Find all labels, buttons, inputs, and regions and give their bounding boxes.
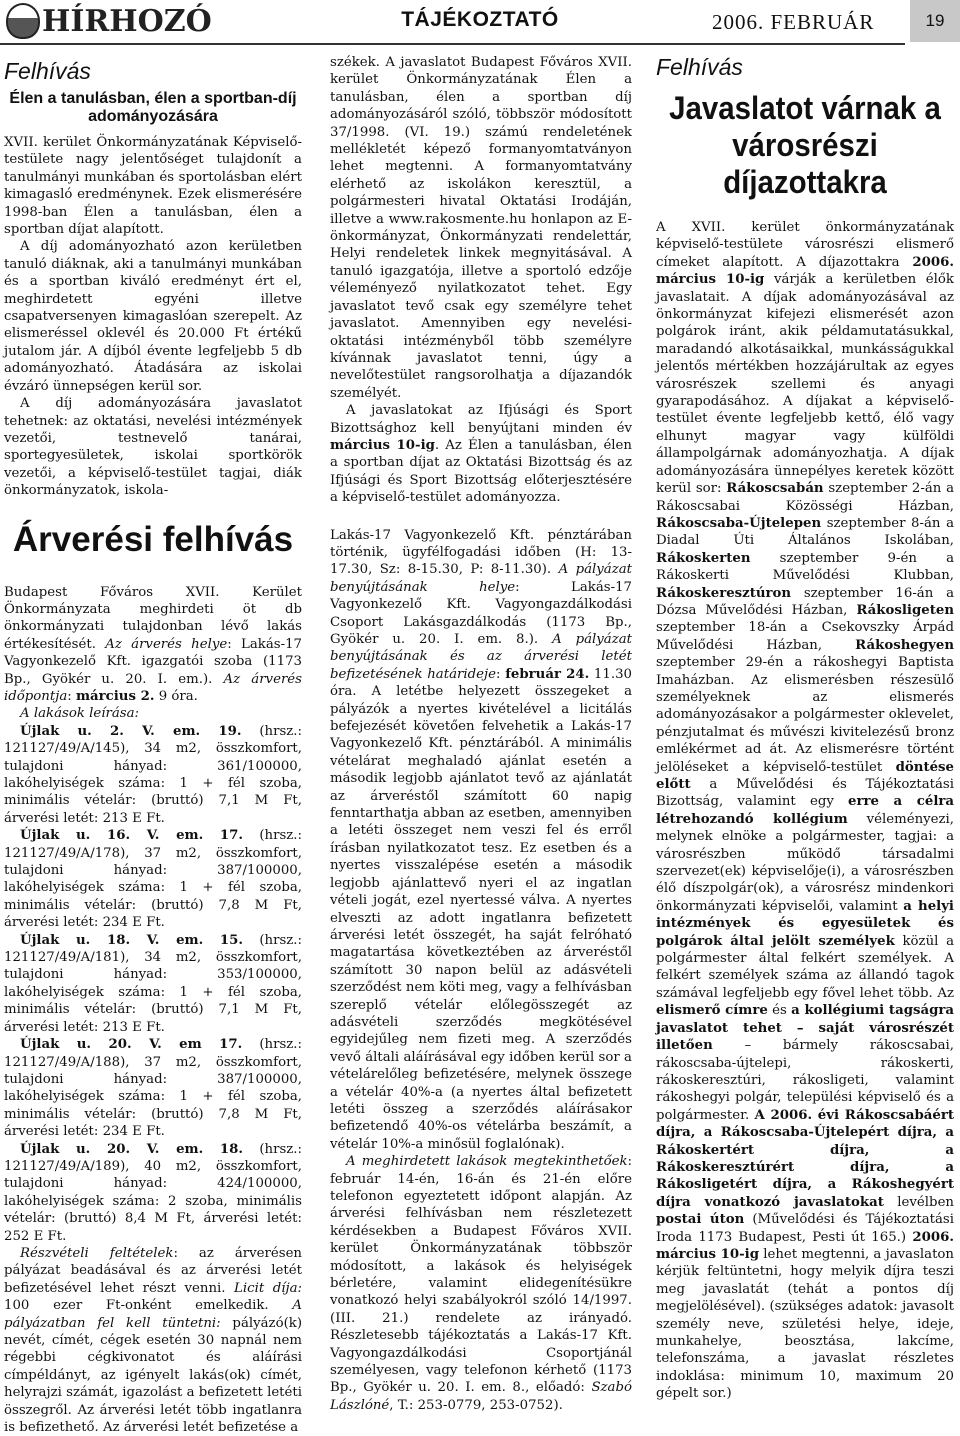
page-header <box>0 0 960 44</box>
column-left <box>4 54 302 1436</box>
auction-headline: Árverési felhívás <box>12 519 294 559</box>
flat-listing: Újlak u. 16. V. em. 17. (hrsz.: 121127/49/A/178), 37 m2, összkomfort, tulajdoni hányad: 387/100000, lakóhelyiségek száma: 1 + fél szoba, minimális vételár: (bruttó) 7,8 M Ft, árverési letét: 234 E Ft. <box>4 828 302 931</box>
article-paragraph: XVII. kerület Önkormányzatának Képviselő-testülete nagy jelentőséget tulajdonít a tanulmányi munkában és sportolásban elért kimagasló eredménynek. Ezek elismerésére 1998-ban Élen a tanulásban, élen a sportban díjat alapított. <box>4 135 302 238</box>
auction-paragraph: Lakás-17 Vagyonkezelő Kft. pénztárában történik, ügyfélfogadási időben (H: 13-17.30, Sz: 8-15.30, P: 8-11.30). A pályázat benyújtásának helye: Lakás-17 Vagyonkezelő Kft. Vagyongazdálkodási Csoport Lakásgazdálkodás (1173 Bp., Gyökér u. 20. I. em. 8.). A pályázat benyújtásának és az árverési letét befizetésének határideje: február 24. 11.30 óra. A letétbe helyezett összegeket a pályázók a nyertes kivételével a licitálás befejezését követően felvehetik a Lakás-17 Vagyonkezelő Kft. pénztárából. A minimális vételárat meghaladó ajánlat esetén a második legjobb ajánlatot tevő az ajánlatát az árveréstől számított 60 napig fenntarthatja abban az esetben, amennyiben a letéti összeget nem veszi fel és erről írásban nyilatkozatot tesz. Ez esetben és a nyertes visszalépése esetén a második legjobb ajánlattevő nyeri el az ingatlan vételi jogát, ezel nyertessé válva. A nyertes elveszti az adott ingatlanra befizetett árverési letét összegét, ha saját felróható magatartása következtében az árveréstől számított 30 napon belül az adásvételi szerződést nem köti meg, vagy a felhívásban szereplő vételár előlegösszegét az adásvételi szerződés megkötésével egyidejűleg nem fizeti meg. A szerződés vevő általi aláírásával egy időben kerül sor a vételárelőleg befizetésére, melynek összege a vételár 40%-a (a nyertes által befizetett letéti összeg a szerződés aláírásakor befizetendő 40%-os vételárba beszámít, a vételár 10%-a minősül foglalónak). <box>330 527 632 1152</box>
auction-intro: Budapest Főváros XVII. Kerület Önkormányzata meghirdeti öt db önkormányzati tulajdonban lévő lakás értékesítését. Az árverés helye: Lakás-17 Vagyonkezelő Kft. igazgatói szoba (1173 Bp., Gyökér u. 20. I. em.). Az árverés időpontja: március 2. 9 óra. <box>4 584 302 704</box>
flat-listing: Újlak u. 18. V. em. 15. (hrsz.: 121127/49/A/181), 34 m2, összkomfort, tulajdoni hányad: 353/100000, lakóhelyiségek száma: 1 + fél szoba, minimális vételár: (bruttó) 7,1 M Ft, árverési letét: 213 E Ft. <box>4 932 302 1035</box>
flat-listing: Újlak u. 20. V. em 17. (hrsz.: 121127/49/A/188), 37 m2, összkomfort, tulajdoni hányad: 387/100000, lakóhelyiségek száma: 1 + fél szoba, minimális vételár: (bruttó) 7,8 M Ft, árverési letét: 234 E Ft. <box>4 1037 302 1140</box>
column-right <box>656 54 954 1403</box>
logo-text: HÍRHOZÓ <box>42 3 212 39</box>
article-headline: Javaslatot várnak a városrészi díjazottakra <box>669 90 941 200</box>
article-paragraph: A XVII. kerület önkormányzatának képviselő-testülete városrészi elismerő címeket alapított. A díjazottakra 2006. március 10-ig várják a kerületben élők javaslatait. A díjak adományozásával az önkormányzat kifejezi elismerését azon polgárok iránt, akik példamutatásukkal, maradandó alkotásaikkal, munkásságukkal jelentős mértékben hozzájárultak az egyes városrészek szellemi és anyagi gyarapodásához. A díjakat a képviselő-testület évente legfeljebb kettő, élő vagy elhunyt magyar vagy külföldi állampolgárnak adományozhatja. A díjak adományozására ünnepélyes keretek között kerül sor: Rákoscsabán szeptember 2-án a Rákoscsabai Közösségi Házban, Rákoscsaba-Újtelepen szeptember 8-án a Diadal Úti Általános Iskolában, Rákoskerten szeptember 9-én a Rákoskerti Művelődési Klubban, Rákoskeresztúron szeptember 16-án a Dózsa Művelődési Házban, Rákosligeten szeptember 18-án a Csekovszky Árpád Művelődési Házban, Rákoshegyen szeptember 29-én a rákoshegyi Baptista Imaházban. Az elismerésben részesülő személyeknek az elismerés adományozásakor a polgármester oklevelet, pénzjutalmat és művészi kivitelezésű bronz emlékérmet ad át. Az elismerésre történt jelöléseket a képviselő-testület döntése előtt a Művelődési és Tájékoztatási Bizottság, valamint egy erre a célra létrehozandó kollégium véleményezi, melynek elnöke a polgármester, tagjai: a városrészben működő társadalmi szervezet(ek) képviselője(i), a városrészben élő díszpolgár(ok), a városrész mindenkori önkormányzati képviselői, valamint a helyi intézmények és egyesületek és polgárok által jelölt személyek közül a polgármester által felkért személyek. A felkért személyek száma az állandó tagok számával legfeljebb egy fővel lehet több. Az elismerő címre és a kollégiumi tagságra javaslatot tehet – saját városrészét illetően – bármely rákoscsabai, rákoscsaba-újtelepi, rákoskerti, rákoskeresztúri, rákosligeti, valamint rákoshegyi polgár, települési képviselő és a polgármester. A 2006. évi Rákoscsabáért díjra, a Rákoscsaba-Újtelepért díjra, a Rákoskertért díjra, a Rákoskeresztúrért díjra, a Rákosligetért díjra, a Rákoshegyért díjra vonatkozó javaslatokat levélben postai úton (Művelődési és Tájékoztatási Iroda 1173 Budapest, Pesti út 165.) 2006. március 10-ig lehet megtenni, a javaslaton kérjük feltüntetni, hogy melyik díjra teszi meg javaslatát (tehát a pontos díj megjelölésével). (szükséges adatok: javasolt személy neve, születési helye, ideje, munkahelye, beosztása, lakcíme, telefonszáma, a javaslat részletes indoklása: minimum 10, maximum 20 gépelt sor.) <box>656 220 955 1402</box>
article-paragraph: A javaslatokat az Ifjúsági és Sport Bizottsághoz kell benyújtani minden év március 10-ig. Az Élen a tanulásban, élen a sportban díjat az Oktatási Bizottság és az Ifjúsági és Sport Bizottság előterjesztésére a képviselő-testület adományozza. <box>330 403 632 506</box>
header-divider <box>0 43 905 45</box>
article-paragraph: székek. A javaslatot Budapest Főváros XVII. kerület Önkormányzatának Élen a tanulásban, élen a sportban díj adományozásáról szóló, többször módosított 37/1998. (VI. 19.) számú rendeletének mellékletét képező formanyomtatványon lehet megtenni. A formanyomtatvány elérhető az iskolákon keresztül, a polgármesteri hivatal Oktatási Irodáján, illetve a www.rakosmente.hu honlapon az E-önkormányzat, Önkormányzati rendelettár, Helyi rendeletek linkek megnyitásával. A tanuló igazgatója, illetve a sportoló edzője véleményező nyilatkozatot tehet. Egy javaslatot tevő csak egy személyre tehet javaslatot. Amennyiben egy nevelési-oktatási intézményből több személyre kívánnak javaslatot tenni, úgy a nevelőtestület rangsorolhatja a díjazandók személyét. <box>330 55 632 401</box>
article-kicker: Felhívás <box>656 54 743 80</box>
flats-title: A lakások leírása: <box>20 706 139 722</box>
newspaper-logo <box>6 2 212 40</box>
section-title: TÁJÉKOZTATÓ <box>401 8 559 31</box>
column-middle <box>330 54 632 1414</box>
article-paragraph: A díj adományozására javaslatot tehetnek: az oktatási, nevelési intézmények vezetői, testnevelő tanárai, sportegyesületek, iskolai sportkörök vezetői, a képviselő-testület tagjai, diák önkormányzatok, iskola- <box>4 396 302 499</box>
article-headline: Élen a tanulásban, élen a sportban-díj adományozására <box>9 90 297 125</box>
article-kicker: Felhívás <box>4 58 91 84</box>
auction-paragraph: A meghirdetett lakások megtekinthetőek: február 14-én, 16-án és 21-én előre telefonon egyeztetett időpont alapján. Az árverési felhívásban nem részletezett kérdésekben a Budapest Főváros XVII. kerület Önkormányzatának többször módosított, a lakások és helyiségek bérletére, valamint elidegenítésükre vonatkozó helyi szabályokról szóló 14/1997. (III. 21.) rendelete az irányadó. Részletesebb tájékoztatás a Lakás-17 Kft. Vagyongazdálkodási Csoportjánál személyesen, vagy telefonon kérhető (1173 Bp., Gyökér u. 20. I. em. 8., előadó: Szabó Lászlóné, T.: 253-0779, 253-0752). <box>330 1154 632 1413</box>
auction-conditions: Részvételi feltételek: az árverésen pályázat beadásával és az árverési letét befizetésével lehet részt venni. Licit díja: 100 ezer Ft-onként emelkedik. A pályázatban fel kell tüntetni: pályázó(k) nevét, címét, cégek esetén 30 napnál nem régebbi cégkivonatot és aláírási címpéldányt, az igényelt lakás(ok) címét, helyrajzi számát, igazolást a befizetett letéti összegről. Az árverési letét több ingatlanra is befizethető. Az árverési letét befizetése a <box>4 1245 303 1436</box>
logo-emblem-icon <box>6 3 40 39</box>
flat-listing: Újlak u. 2. V. em. 19. (hrsz.: 121127/49/A/145), 34 m2, összkomfort, tulajdoni hányad: 361/100000, lakóhelyiségek száma: 1 + fél szoba, minimális vételár: (bruttó) 7,1 M Ft, árverési letét: 213 E Ft. <box>4 723 303 826</box>
article-paragraph: A díj adományozható azon kerületben tanuló diáknak, aki a tanulmányi munkában és a sportban kiváló eredményt ért el, meghirdetett egyéni illetve csapatversenyen kimagaslóan szerepelt. Az elismeréssel oklevél és 20.000 Ft értékű jutalom jár. A díjból évente legfeljebb 5 db adományozható. Átadására az iskolai évzáró ünnepségen kerül sor. <box>4 239 302 394</box>
page-number: 19 <box>910 0 960 42</box>
issue-date: 2006. FEBRUÁR <box>712 10 875 34</box>
flat-listing: Újlak u. 20. V. em. 18. (hrsz.: 121127/49/A/189), 40 m2, összkomfort, tulajdoni hányad: 424/100000, lakóhelyiségek száma: 2 szoba, minimális vételár: (bruttó) 8,4 M Ft, árverési letét: 252 E Ft. <box>4 1141 302 1244</box>
